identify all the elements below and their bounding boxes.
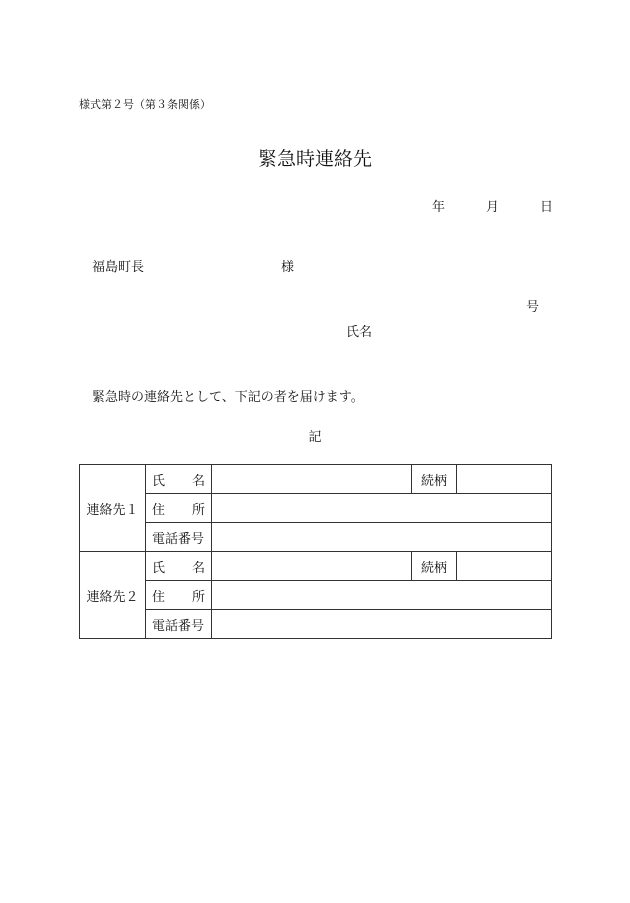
contact-1-name-label: 氏 名 bbox=[146, 465, 212, 494]
date-month-label: 月 bbox=[486, 200, 500, 215]
contact-2-label: 連絡先２ bbox=[80, 552, 146, 639]
honorific: 様 bbox=[281, 260, 295, 275]
contact-1-phone-row bbox=[80, 523, 552, 552]
applicant-name-label: 氏名 bbox=[346, 325, 373, 340]
form-number: 様式第２号（第３条関係） bbox=[79, 98, 211, 111]
contact-1-label: 連絡先１ bbox=[80, 465, 146, 552]
contact-2-name-field[interactable] bbox=[212, 552, 412, 581]
contact-1-relationship-field[interactable] bbox=[457, 465, 552, 494]
contact-2-phone-field[interactable] bbox=[212, 610, 552, 639]
contact-2-phone-label: 電話番号 bbox=[146, 610, 212, 639]
document-title: 緊急時連絡先 bbox=[257, 148, 372, 170]
contact-2-relationship-label: 続柄 bbox=[412, 552, 457, 581]
contact-2-phone-row bbox=[80, 610, 552, 639]
contact-2-relationship-field[interactable] bbox=[457, 552, 552, 581]
contact-1-phone-label: 電話番号 bbox=[146, 523, 212, 552]
ki-marker: 記 bbox=[308, 430, 322, 445]
contact-2-name-label: 氏 名 bbox=[146, 552, 212, 581]
statement: 緊急時の連絡先として、下記の者を届けます。 bbox=[92, 390, 364, 405]
contact-1-address-row bbox=[80, 494, 552, 523]
contact-1-name-field[interactable] bbox=[212, 465, 412, 494]
contact-2-address-label: 住 所 bbox=[146, 581, 212, 610]
address-number-suffix: 号 bbox=[526, 300, 540, 315]
contact-1-address-field[interactable] bbox=[212, 494, 552, 523]
contact-1-address-label: 住 所 bbox=[146, 494, 212, 523]
emergency-contacts-table bbox=[79, 464, 552, 639]
date-year-label: 年 bbox=[432, 200, 446, 215]
contact-2-address-row bbox=[80, 581, 552, 610]
contact-1-name-row bbox=[80, 465, 552, 494]
contact-2-address-field[interactable] bbox=[212, 581, 552, 610]
contact-1-relationship-label: 続柄 bbox=[412, 465, 457, 494]
contact-1-phone-field[interactable] bbox=[212, 523, 552, 552]
addressee: 福島町長 bbox=[92, 260, 145, 275]
date-day-label: 日 bbox=[540, 200, 554, 215]
contact-2-name-row bbox=[80, 552, 552, 581]
